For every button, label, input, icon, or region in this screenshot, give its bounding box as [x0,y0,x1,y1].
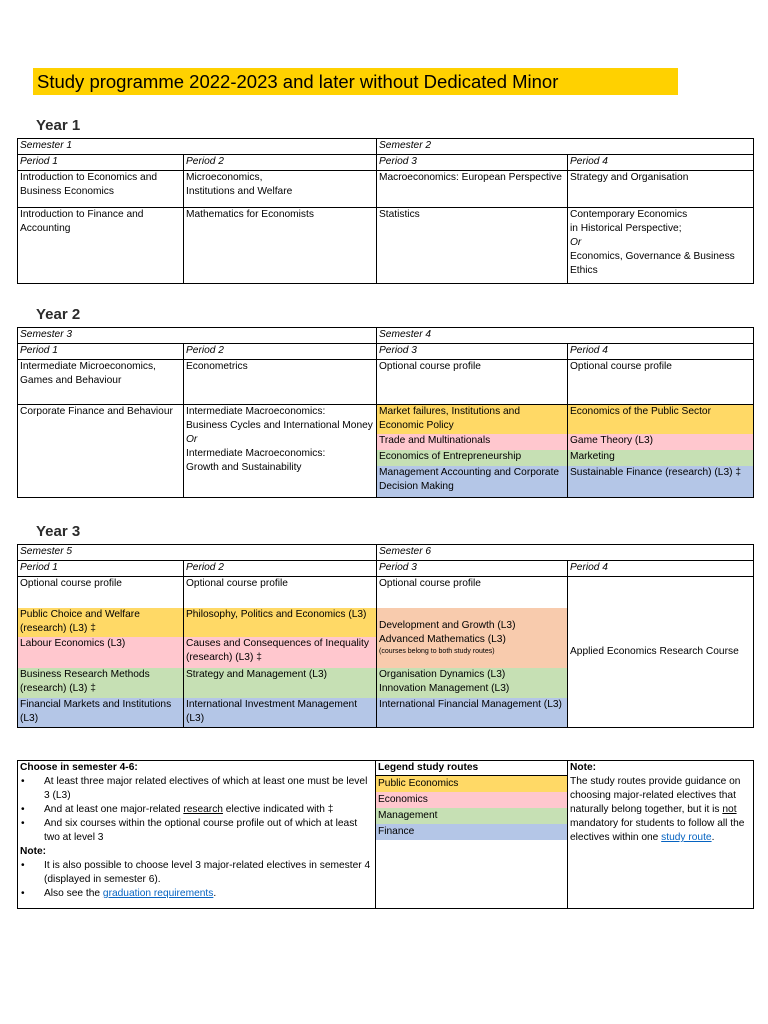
economics-course: Trade and Multinationals [377,434,568,450]
finance-course: Financial Markets and Institutions (L3) [18,698,184,728]
course-line: Intermediate Macroeconomics: [186,448,326,459]
note2-text [570,775,751,845]
course-cell: Statistics [377,208,568,284]
course-line: Organisation Dynamics (L3) [379,668,506,680]
semester-1-header: Semester 1 [18,139,377,155]
public-economics-course: Public Choice and Welfare (research) (L3) ‡ [18,608,184,637]
rule-item: • At least three major related electives of which at least one must be level 3 (L3) [20,775,373,803]
semester-3-header: Semester 3 [18,328,377,344]
management-course [377,668,568,698]
finance-course: Management Accounting and Corporate Decision Making [377,466,568,498]
rule-item [20,803,373,817]
rule-text: elective indicated with ‡ [222,804,334,815]
note-text: . [711,832,715,843]
management-course: Economics of Entrepreneurship [377,450,568,466]
course-cell: Corporate Finance and Behaviour [18,405,184,498]
management-course: Marketing [568,450,754,466]
period-1-header: Period 1 [18,344,184,360]
rule-text: And at least one major-related [44,804,184,815]
shared-route-note: (courses belong to both study routes) [379,648,495,655]
graduation-requirements-link[interactable]: graduation requirements [102,888,214,899]
note2-heading: Note: [570,762,597,773]
course-line: Innovation Management (L3) [379,682,510,694]
year2-heading: Year 2 [36,306,81,323]
public-economics-course: Economics of the Public Sector [568,405,754,434]
economics-course: Causes and Consequences of Inequality (research) (L3) ‡ [184,637,377,668]
year2-table [17,327,754,498]
legend-management: Management [376,808,567,824]
legend-study-routes [376,761,568,909]
period-4-header: Period 4 [568,344,754,360]
course-cell: Econometrics [184,360,377,405]
legend-public-economics: Public Economics [376,776,567,792]
or-label: Or [570,237,582,248]
semester-2-header: Semester 2 [377,139,754,155]
rule-item [20,887,373,901]
note-text: The study routes provide guidance on choosing major-related electives that naturally belong together, but it is [570,776,741,815]
period-1-header: Period 1 [18,561,184,577]
course-line: Institutions and Welfare [186,186,293,197]
course-cell: Intermediate Microeconomics, Games and Behaviour [18,360,184,405]
public-economics-course: Market failures, Institutions and Economic Policy [377,405,568,434]
period-4-header: Period 4 [568,155,754,171]
course-cell: Macroeconomics: European Perspective [377,171,568,208]
course-line: Advanced Mathematics (L3) [379,634,506,645]
period-2-header: Period 2 [184,344,377,360]
course-cell: Optional course profile [184,577,377,608]
course-line: Microeconomics, [186,172,263,183]
study-route-link[interactable]: study route [661,832,712,843]
course-line: Growth and Sustainability [186,462,302,473]
note-heading: Note: [20,846,47,857]
course-cell: Optional course profile [18,577,184,608]
period-1-header: Period 1 [18,155,184,171]
or-label: Or [186,434,198,445]
page-title: Study programme 2022-2023 and later without Dedicated Minor [33,68,678,95]
course-cell [568,208,754,284]
study-route-note [568,761,754,909]
period-3-header: Period 3 [377,561,568,577]
course-line: Intermediate Macroeconomics: [186,406,326,417]
economics-course: Game Theory (L3) [568,434,754,450]
course-cell: Applied Economics Research Course [568,577,754,728]
period-4-header: Period 4 [568,561,754,577]
legend-finance: Finance [376,824,567,840]
course-cell: Optional course profile [377,577,568,608]
shared-route-courses [377,608,568,668]
period-2-header: Period 2 [184,561,377,577]
semester-6-header: Semester 6 [377,545,754,561]
period-2-header: Period 2 [184,155,377,171]
finance-course: Sustainable Finance (research) (L3) ‡ [568,466,754,498]
year1-heading: Year 1 [36,117,81,134]
rule-text: . [213,888,217,899]
semester-4-header: Semester 4 [377,328,754,344]
period-3-header: Period 3 [377,344,568,360]
course-cell: Strategy and Organisation [568,171,754,208]
rule-text: Also see the [44,888,103,899]
course-cell: Introduction to Finance and Accounting [18,208,184,284]
finance-course: International Financial Management (L3) [377,698,568,728]
period-3-header: Period 3 [377,155,568,171]
note-text: mandatory for students to follow all the electives within one [570,818,745,843]
choose-heading: Choose in semester 4-6: [20,762,138,773]
course-cell: Mathematics for Economists [184,208,377,284]
year3-table [17,544,754,728]
choose-instructions [18,761,376,909]
course-line: Contemporary Economics [570,209,688,220]
management-course: Strategy and Management (L3) [184,668,377,698]
legend-heading: Legend study routes [376,761,567,776]
course-cell [184,405,377,498]
course-cell: Introduction to Economics and Business Economics [18,171,184,208]
finance-course: International Investment Management (L3) [184,698,377,728]
public-economics-course: Philosophy, Politics and Economics (L3) [184,608,377,637]
course-line: in Historical Perspective; [570,223,682,234]
course-cell: Optional course profile [377,360,568,405]
course-line: Economics, Governance & Business Ethics [570,251,735,276]
semester-5-header: Semester 5 [18,545,377,561]
year3-heading: Year 3 [36,523,81,540]
year1-table [17,138,754,284]
legend-economics: Economics [376,792,567,808]
rule-item: • It is also possible to choose level 3 major-related electives in semester 4 (displayed in semester 6). [20,859,373,887]
course-cell: Optional course profile [568,360,754,405]
course-line: Business Cycles and International Money [186,420,373,431]
course-line: Development and Growth (L3) [379,620,516,631]
note-emphasis: not [722,804,737,815]
research-link[interactable]: research [183,804,223,815]
management-course: Business Research Methods (research) (L3) ‡ [18,668,184,698]
rule-item: • And six courses within the optional course profile out of which at least two at level 3 [20,817,373,845]
economics-course: Labour Economics (L3) [18,637,184,668]
notes-table [17,760,754,909]
course-cell [184,171,377,208]
